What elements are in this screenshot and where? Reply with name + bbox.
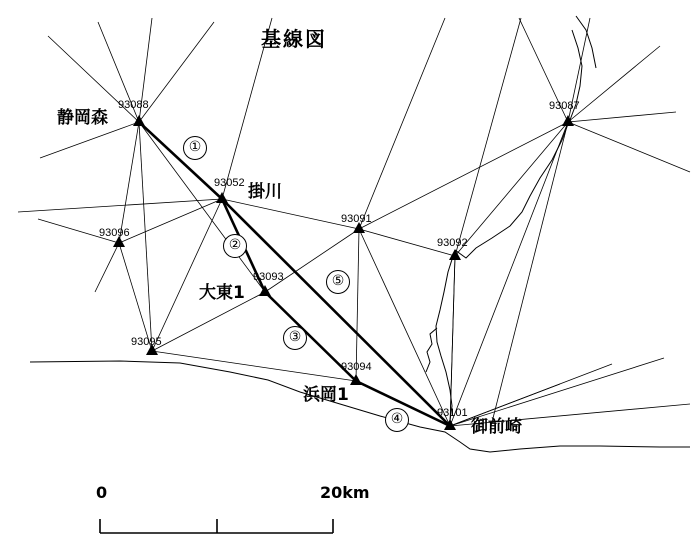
station-code-93095: 93095 (131, 336, 162, 348)
baseline-1 (139, 122, 222, 199)
station-code-93092: 93092 (437, 237, 468, 249)
station-code-93052: 93052 (214, 177, 245, 189)
baseline-label-5: ⑤ (326, 270, 350, 294)
place-name-omaezaki: 御前崎 (471, 417, 522, 437)
station-code-93101: 93101 (437, 407, 468, 419)
place-name-kakegawa: 掛川 (248, 182, 282, 202)
scale-bar (100, 519, 333, 533)
scale-start-label: 0 (96, 483, 108, 502)
baseline-label-3: ③ (283, 326, 307, 350)
baseline-segments (139, 122, 450, 426)
station-code-93093: 93093 (253, 271, 284, 283)
baseline-label-1: ① (183, 136, 207, 160)
scale-end-label: 20km (320, 483, 370, 502)
station-code-93088: 93088 (118, 99, 149, 111)
baseline-label-2: ② (223, 234, 247, 258)
place-name-hamaoka1: 浜岡1 (303, 385, 349, 405)
station-code-93091: 93091 (341, 213, 372, 225)
place-name-daito1: 大東1 (199, 283, 245, 303)
page-title: 基線図 (261, 27, 327, 51)
station-code-93094: 93094 (341, 361, 372, 373)
station-code-93087: 93087 (549, 100, 580, 112)
station-code-93096: 93096 (99, 227, 130, 239)
baseline-label-4: ④ (385, 408, 409, 432)
place-name-shizuokamori: 静岡森 (57, 108, 108, 128)
